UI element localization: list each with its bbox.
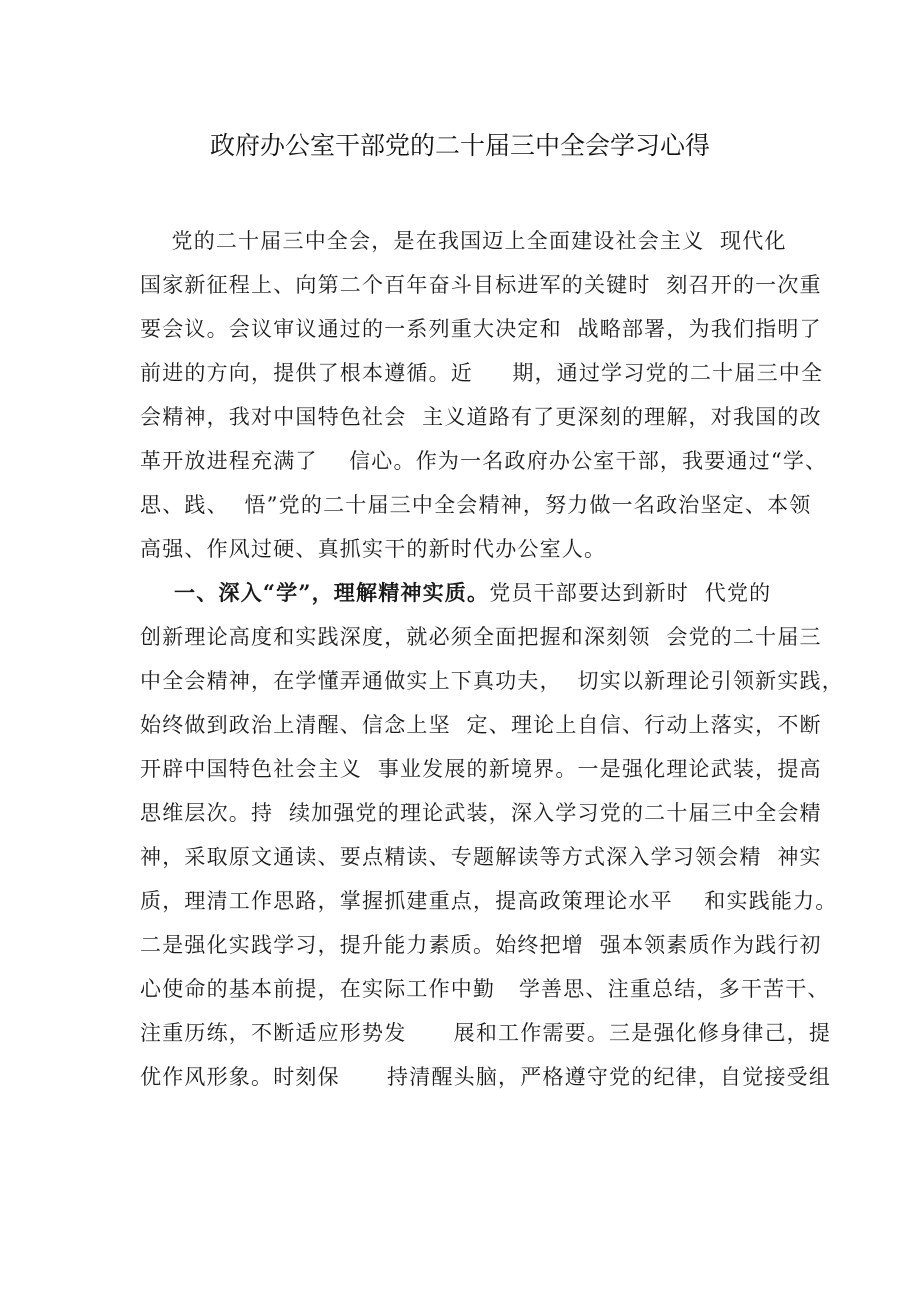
- paragraph-line: 二是强化实践学习，提升能力素质。始终把增 强本领素质作为践行初: [140, 933, 822, 957]
- section-1-first-line: [140, 578, 800, 608]
- paragraph-line: 创新理论高度和实践深度，就必须全面把握和深刻领 会党的二十届三: [140, 625, 822, 649]
- paragraph-line: 中全会精神，在学懂弄通做实上下真功夫， 切实以新理论引领新实践，: [140, 669, 844, 693]
- paragraph-line: 质，理清工作思路，掌握抓建重点，提高政策理论水平 和实践能力。: [140, 889, 838, 913]
- paragraph-line: 始终做到政治上清醒、信念上坚 定、理论上自信、行动上落实，不断: [140, 713, 822, 737]
- paragraph-line: 高强、作风过硬、真抓实干的新时代办公室人。: [140, 537, 607, 561]
- paragraph-line: 党的二十届三中全会，是在我国迈上全面建设社会主义 现代化: [140, 229, 787, 253]
- paragraph-line: 思维层次。持 续加强党的理论武装，深入学习党的二十届三中全会精: [140, 801, 822, 825]
- paragraph-line: 革开放进程充满了 信心。作为一名政府办公室干部，我要通过“学、: [140, 449, 828, 473]
- paragraph-line: 国家新征程上、向第二个百年奋斗目标进军的关键时 刻召开的一次重: [140, 273, 822, 297]
- paragraph-line: 开辟中国特色社会主义 事业发展的新境界。一是强化理论武装，提高: [140, 757, 822, 781]
- paragraph-line: 前进的方向，提供了根本遵循。近 期，通过学习党的二十届三中全: [140, 361, 824, 385]
- paragraph-line: 思、践、 悟”党的二十届三中全会精神，努力做一名政治坚定、本领: [140, 493, 812, 517]
- paragraph-line: 优作风形象。时刻保 持清醒头脑，严格遵守党的纪律，自觉接受组: [140, 1065, 832, 1089]
- paragraph-line: 要会议。会议审议通过的一系列重大决定和 战略部署，为我们指明了: [140, 317, 822, 341]
- page-title: 政府办公室干部党的二十届三中全会学习心得: [209, 131, 710, 160]
- section-1-first-line-text: 党员干部要达到新时 代党的: [489, 581, 772, 605]
- section-1-heading: 一、深入“学”，理解精神实质。: [140, 580, 490, 605]
- paragraph-line: 心使命的基本前提，在实际工作中勤 学善思、注重总结，多干苦干、: [140, 977, 830, 1001]
- paragraph-line: 会精神，我对中国特色社会 主义道路有了更深刻的理解，对我国的改: [140, 405, 822, 429]
- paragraph-line: 注重历练，不断适应形势发 展和工作需要。三是强化修身律己，提: [140, 1021, 832, 1045]
- paragraph-line: 神，采取原文通读、要点精读、专题解读等方式深入学习领会精 神实: [140, 845, 822, 869]
